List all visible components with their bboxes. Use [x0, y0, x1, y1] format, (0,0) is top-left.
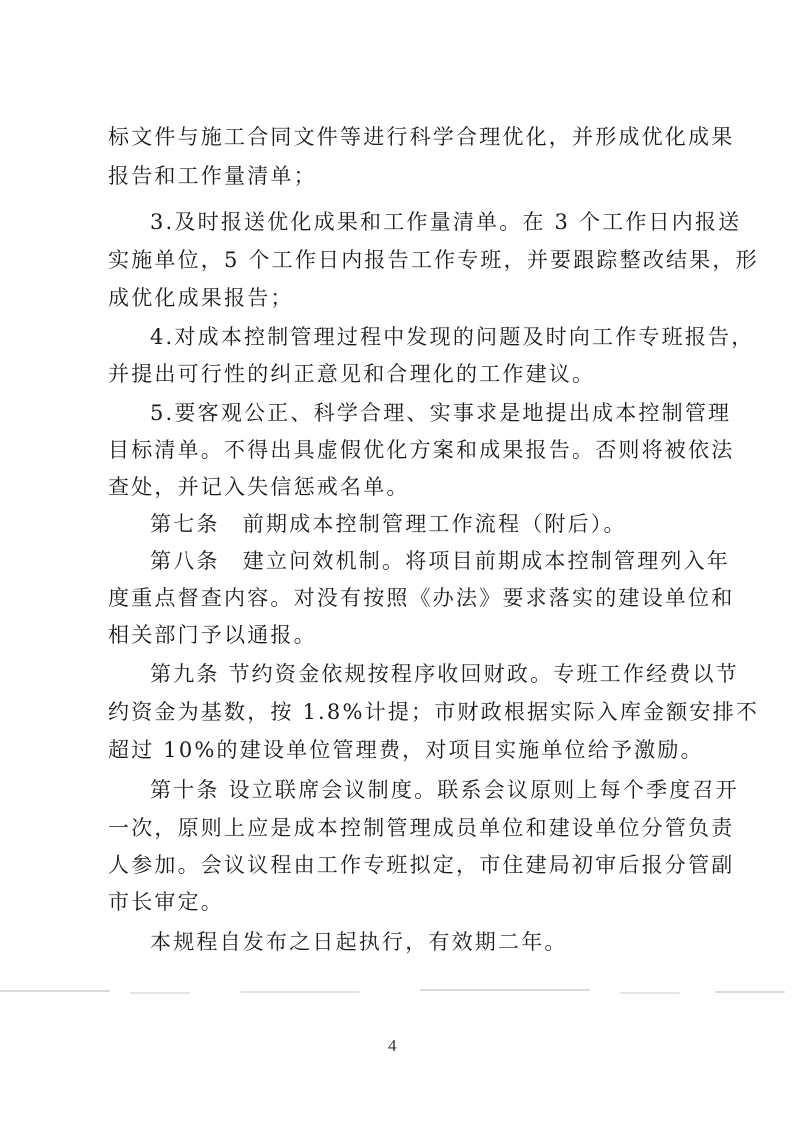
article-nine: 第九条 节约资金依规按程序收回财政。专班工作经费以节	[150, 662, 739, 686]
text-line: 5.要客观公正、科学合理、实事求是地提出成本控制管理	[150, 401, 732, 425]
text-line: 人参加。会议议程由工作专班拟定，市住建局初审后报分管副	[108, 853, 735, 877]
text-line: 实施单位，5 个工作日内报告工作专班，并要跟踪整改结果，形	[108, 248, 759, 272]
text-line: 成优化成果报告；	[108, 286, 294, 310]
text-line: 一次，原则上应是成本控制管理成员单位和建设单位分管负责	[108, 816, 735, 840]
closing-statement: 本规程自发布之日起执行，有效期二年。	[150, 930, 568, 954]
article-ten: 第十条 设立联席会议制度。联系会议原则上每个季度召开	[150, 778, 739, 802]
text-line: 并提出可行性的纠正意见和合理化的工作建议。	[108, 362, 596, 386]
text-line: 报告和工作量清单；	[108, 164, 317, 188]
text-line: 市长审定。	[108, 890, 224, 914]
text-line: 目标清单。不得出具虚假优化方案和成果报告。否则将被依法	[108, 438, 735, 462]
text-line: 4.对成本控制管理过程中发现的问题及时向工作专班报告，	[150, 325, 755, 349]
scan-bleed-through	[0, 988, 793, 998]
text-line: 标文件与施工合同文件等进行科学合理优化，并形成优化成果	[108, 125, 735, 149]
text-line: 查处，并记入失信惩戒名单。	[108, 475, 410, 499]
page-number: 4	[388, 1036, 397, 1055]
article-seven: 第七条 前期成本控制管理工作流程（附后）。	[150, 512, 627, 536]
article-eight: 第八条 建立问效机制。将项目前期成本控制管理列入年	[150, 549, 730, 573]
text-line: 相关部门予以通报。	[108, 623, 317, 647]
text-line: 3.及时报送优化成果和工作量清单。在 3 个工作日内报送	[150, 210, 742, 234]
text-line: 约资金为基数，按 1.8%计提；市财政根据实际入库金额安排不	[108, 700, 760, 724]
text-line: 度重点督查内容。对没有按照《办法》要求落实的建设单位和	[108, 586, 735, 610]
text-line: 超过 10%的建设单位管理费，对项目实施单位给予激励。	[108, 738, 704, 762]
